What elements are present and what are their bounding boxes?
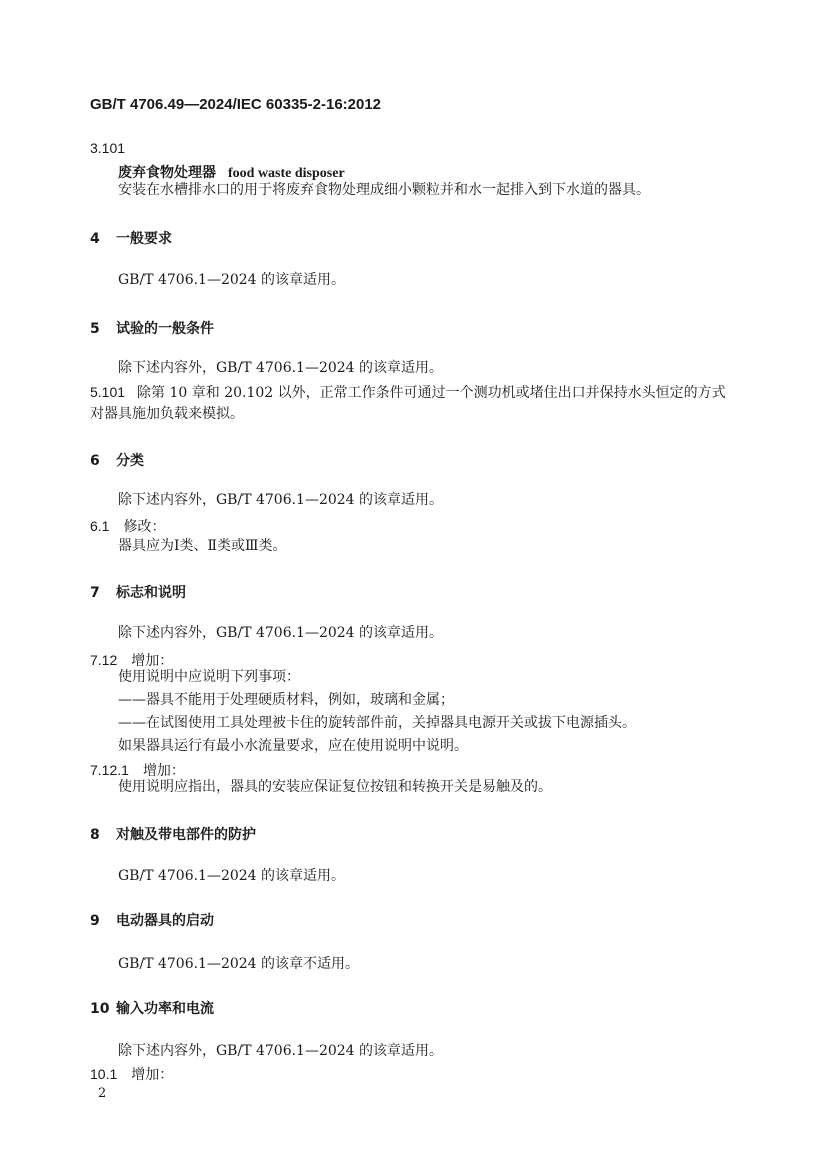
section-title: 标志和说明	[116, 585, 186, 601]
clause-7-12-line-1: 使用说明中应说明下列事项：	[118, 669, 300, 685]
section-title: 试验的一般条件	[116, 321, 214, 337]
section-title: 电动器具的启动	[116, 913, 214, 929]
clause-7-12-line-4: 如果器具运行有最小水流量要求，应在使用说明中说明。	[118, 738, 468, 754]
section-9-text: GB/T 4706.1—2024 的该章不适用。	[118, 956, 360, 972]
section-title: 对触及带电部件的防护	[116, 827, 256, 843]
clause-label: 增加：	[131, 653, 174, 669]
clause-10-1	[90, 1064, 173, 1084]
section-9-heading	[90, 910, 214, 930]
clause-label: 增加：	[142, 763, 185, 779]
section-number: 9	[90, 913, 100, 929]
clause-text: 除第 10 章和 20.102 以外，正常工作条件可通过一个测功机或堵住出口并保持水头恒定的方式	[137, 385, 726, 401]
section-7-text: 除下述内容外，GB/T 4706.1—2024 的该章适用。	[118, 625, 444, 641]
term-english: food waste disposer	[228, 166, 345, 181]
clause-label: 修改：	[123, 519, 166, 535]
term-definition: 安装在水槽排水口的用于将废弃食物处理成细小颗粒并和水一起排入到下水道的器具。	[118, 182, 650, 198]
term-chinese: 废弃食物处理器	[118, 165, 216, 181]
section-title: 一般要求	[116, 231, 172, 247]
section-title: 输入功率和电流	[116, 1001, 214, 1017]
section-number: 5	[90, 321, 100, 337]
section-number: 8	[90, 827, 100, 843]
section-title: 分类	[116, 453, 144, 469]
section-8-heading	[90, 824, 256, 844]
section-number: 10	[90, 1001, 110, 1017]
section-5-text: 除下述内容外，GB/T 4706.1—2024 的该章适用。	[118, 360, 444, 376]
section-number: 6	[90, 453, 100, 469]
section-6-text: 除下述内容外，GB/T 4706.1—2024 的该章适用。	[118, 492, 444, 508]
section-number: 7	[90, 585, 100, 601]
clause-6-1-text: 器具应为Ⅰ类、Ⅱ类或Ⅲ类。	[118, 538, 287, 554]
section-5-heading	[90, 318, 214, 338]
section-10-heading	[90, 998, 214, 1018]
section-7-heading	[90, 582, 186, 602]
clause-number: 7.12.1	[90, 762, 129, 778]
clause-3-101-number: 3.101	[90, 140, 126, 156]
clause-7-12-1-text: 使用说明应指出，器具的安装应保证复位按钮和转换开关是易触及的。	[118, 779, 552, 795]
section-number: 4	[90, 231, 100, 247]
running-header: GB/T 4706.49—2024/IEC 60335-2-16:2012	[90, 96, 382, 113]
clause-number: 10.1	[90, 1066, 118, 1082]
clause-6-1	[90, 516, 165, 536]
section-10-text: 除下述内容外，GB/T 4706.1—2024 的该章适用。	[118, 1043, 444, 1059]
section-4-heading	[90, 228, 172, 248]
clause-5-101-continuation: 对器具施加负载来模拟。	[90, 406, 244, 422]
section-8-text: GB/T 4706.1—2024 的该章适用。	[118, 868, 346, 884]
clause-7-12-line-3: ——在试图使用工具处理被卡住的旋转部件前，关掉器具电源开关或拔下电源插头。	[118, 715, 636, 731]
page-number: 2	[98, 1086, 107, 1101]
section-6-heading	[90, 450, 144, 470]
clause-number: 6.1	[90, 518, 110, 534]
clause-number: 5.101	[90, 384, 126, 400]
section-4-text: GB/T 4706.1—2024 的该章适用。	[118, 272, 346, 288]
clause-number: 7.12	[90, 652, 118, 668]
clause-7-12-line-2: ——器具不能用于处理硬质材料，例如，玻璃和金属；	[118, 692, 454, 708]
clause-label: 增加：	[131, 1067, 174, 1083]
